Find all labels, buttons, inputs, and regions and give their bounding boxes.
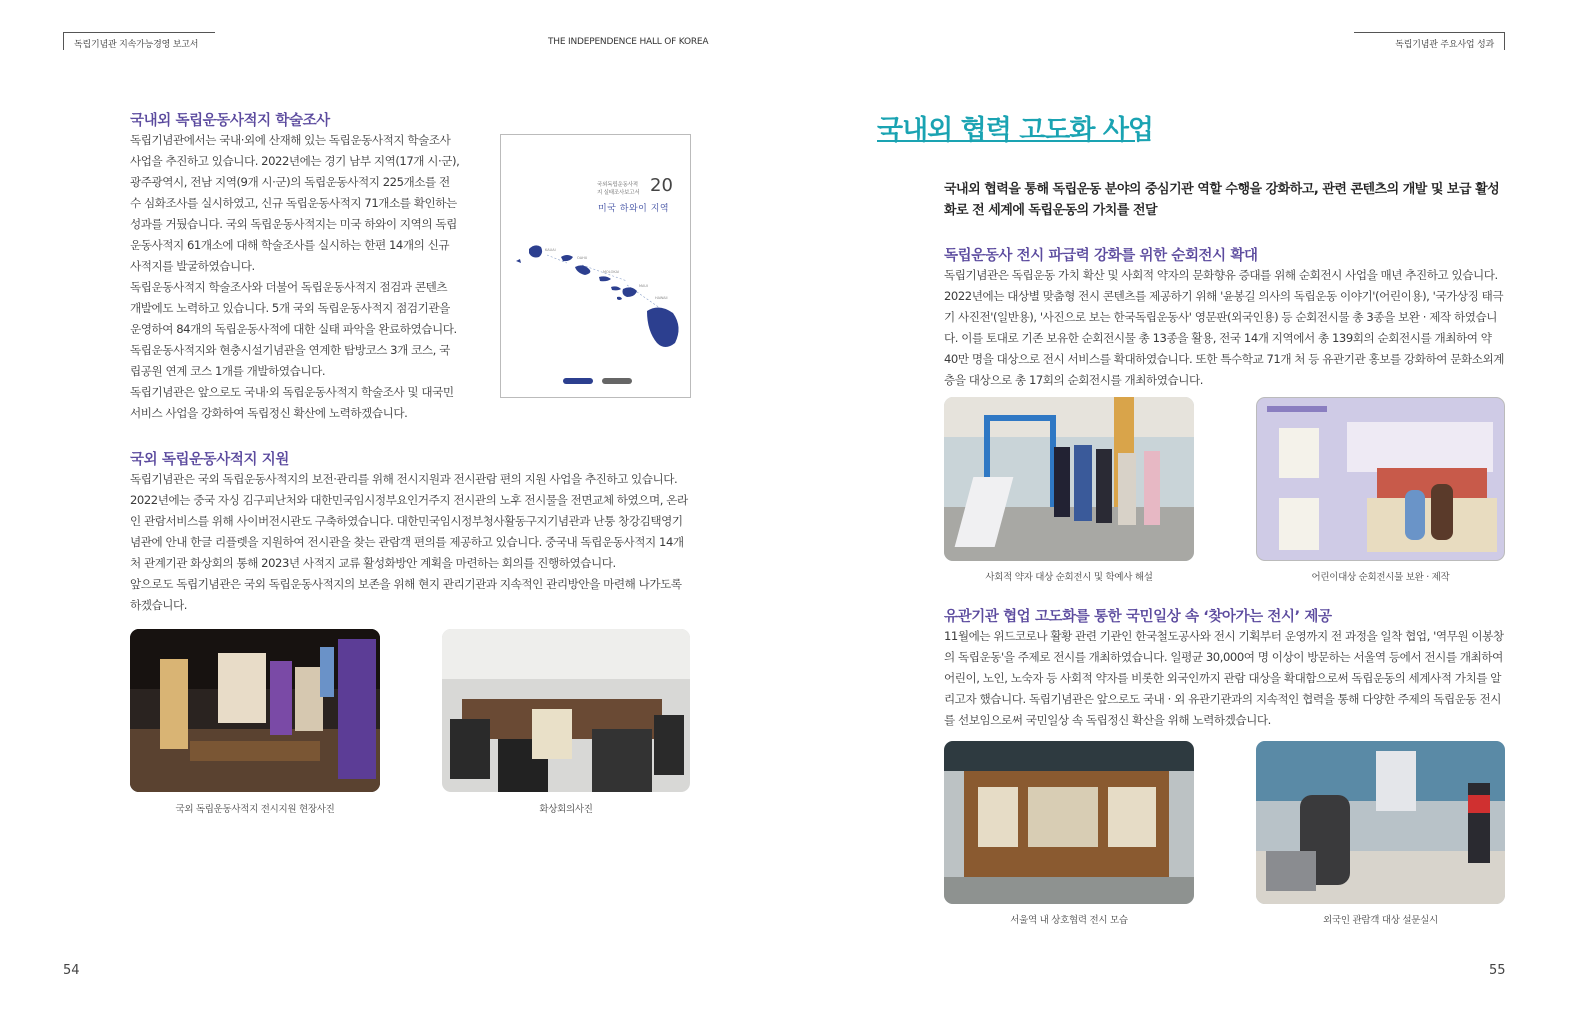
publisher-logo [563, 378, 593, 384]
header-rule-left [63, 32, 215, 33]
svg-text:OAHU: OAHU [577, 256, 588, 260]
section-title-visiting-exhibition: 유관기관 협업 고도화를 통한 국민일상 속 ‘찾아가는 전시’ 제공 [944, 609, 1332, 625]
svg-text:HAWAII: HAWAII [655, 296, 668, 300]
page-number-right: 55 [1489, 963, 1506, 978]
svg-text:MOLOKAI: MOLOKAI [603, 270, 620, 274]
section-body-overseas-support [130, 469, 692, 616]
paragraph: 독립기념관은 국외 독립운동사적지의 보전·관리를 위해 전시지원과 전시관람 편의 지원 사업을 추진하고 있습니다. 2022년에는 중국 자싱 김구피난처와 대한민국임시정부요인거주지 전시관의 노후 전시물을 전면교체 하였으며, 온라인 관람서비스를 위해 사이버전시관도 구축하였습니다. 대한민국임시정부청사활동구지기념관과 난퉁 창강김택영기념관에 안내 한글 리플렛을 지원하여 전시관을 찾는 관람객 편의를 제공하고 있습니다. 중국내 독립운동사적지 14개 처 관계기관 화상회의 통해 2023년 사적지 교류 활성화방안 계획을 마련하는 회의를 진행하였습니다. [130, 472, 688, 570]
photo-seoul-station-exhibition [944, 741, 1194, 904]
section-title-touring-exhibition: 독립운동사 전시 파급력 강화를 위한 순회전시 확대 [944, 248, 1258, 264]
section-title-domestic-survey: 국내외 독립운동사적지 학술조사 [130, 113, 330, 129]
partner-logo [602, 378, 632, 384]
header-report-title: 독립기념관 지속가능경영 보고서 [74, 40, 199, 50]
caption-foreign-survey: 외국인 관람객 대상 설문실시 [1323, 915, 1438, 926]
photo-foreign-visitor-survey [1256, 741, 1505, 904]
header-center-title: THE INDEPENDENCE HALL OF KOREA [548, 37, 709, 47]
photo-overseas-exhibition [130, 629, 380, 792]
photo-children-exhibit-material [1256, 397, 1505, 561]
book-series-title: 국외독립운동사적지 실태조사보고서 [597, 182, 640, 196]
caption-overseas-exhibition: 국외 독립운동사적지 전시지원 현장사진 [175, 804, 335, 815]
svg-text:MAUI: MAUI [639, 284, 649, 288]
paragraph: 앞으로도 독립기념관은 국외 독립운동사적지의 보존을 위해 현지 관리기관과 지속적인 관리방안을 마련해 나가도록 하겠습니다. [130, 577, 682, 612]
header-section-title: 독립기념관 주요사업 성과 [1395, 40, 1494, 50]
caption-touring-exhibition: 사회적 약자 대상 순회전시 및 학예사 해설 [985, 572, 1153, 583]
header-tick-left [63, 32, 64, 50]
lead-summary: 국내외 협력을 통해 독립운동 분야의 중심기관 역할 수행을 강화하고, 관련 콘텐츠의 개발 및 보급 활성화로 전 세계에 독립운동의 가치를 전달 [944, 182, 1500, 218]
page-number-left: 54 [63, 963, 80, 978]
hawaii-map-illustration [507, 235, 687, 365]
page-main-title: 국내외 협력 고도화 사업 [877, 115, 1154, 146]
report-book-cover [500, 134, 691, 398]
section-title-overseas-support: 국외 독립운동사적지 지원 [130, 452, 289, 468]
paragraph: 독립운동사적지 학술조사와 더불어 독립운동사적지 점검과 콘텐츠 개발에도 노력하고 있습니다. 5개 국외 독립운동사적지 점검기관을 운영하여 84개의 독립운동사적에 대한 실태 파악을 완료하였습니다. 독립운동사적지와 현충시설기념관을 연계한 탐방코스 3개 코스, 국립공원 연계 코스 1개를 개발하였습니다. [130, 280, 457, 378]
paragraph: 독립기념관에서는 국내·외에 산재해 있는 독립운동사적지 학술조사 사업을 추진하고 있습니다. 2022년에는 경기 남부 지역(17개 시·군), 광주광역시, 전남 지역(9개 시·군)의 독립운동사적지 225개소를 전수 심화조사를 실시하였고, 신규 독립운동사적지 71개소를 확인하는 성과를 거뒀습니다. 국외 독립운동사적지는 미국 하와이 지역의 독립운동사적지 61개소에 대해 학술조사를 실시하는 한편 14개의 신규 사적지를 발굴하였습니다. [130, 133, 460, 273]
section-body-touring-exhibition: 독립기념관은 독립운동 가치 확산 및 사회적 약자의 문화향유 증대를 위해 순회전시 사업을 매년 추진하고 있습니다. 2022년에는 대상별 맞춤형 전시 콘텐츠를 제공하기 위해 '윤봉길 의사의 독립운동 이야기'(어린이용), '국가상징 태극기 사진전'(일반용), '사진으로 보는 한국독립운동사' 영문판(외국인용) 등 순회전시물 총 3종을 보완 · 제작 하였습니다. 이를 토대로 기존 보유한 순회전시물 총 13종을 활용, 전국 14개 지역에서 총 139회의 순회전시를 개최하여 약 40만 명을 대상으로 전시 서비스를 확대하였습니다. 또한 특수학교 71개 처 등 유관기관 홍보를 강화하여 문화소외계층을 대상으로 총 17회의 순회전시를 개최하였습니다. [944, 268, 1504, 387]
book-subtitle: 미국 하와이 지역 [598, 204, 670, 214]
title-underline [877, 140, 1135, 142]
header-rule-right [1354, 32, 1504, 33]
section-body-domestic-survey [130, 130, 460, 424]
caption-children-exhibit: 어린이대상 순회전시물 보완 · 제작 [1311, 572, 1450, 583]
book-number: 20 [650, 175, 673, 196]
header-tick-right [1504, 32, 1505, 50]
paragraph: 독립기념관은 앞으로도 국내·외 독립운동사적지 학술조사 및 대국민 서비스 사업을 강화하여 독립정신 확산에 노력하겠습니다. [130, 385, 454, 420]
caption-video-conference: 화상회의사진 [539, 804, 593, 815]
photo-video-conference [442, 629, 690, 792]
section-body-visiting-exhibition: 11월에는 위드코로나 활황 관련 기관인 한국철도공사와 전시 기획부터 운영까지 전 과정을 일착 협업, '역무원 이봉창의 독립운동'을 주제로 전시를 개최하였습니다. 일평균 30,000여 명 이상이 방문하는 서울역 등에서 전시를 개최하여 어린이, 노인, 노숙자 등 사회적 약자를 비롯한 외국인까지 관람 대상을 확대함으로써 독립운동의 세계사적 가치를 알리고자 했습니다. 독립기념관은 앞으로도 국내 · 외 유관기관과의 지속적인 협력을 통해 다양한 주제의 독립운동 전시를 선보임으로써 국민일상 속 독립정신 확산을 위해 노력하겠습니다. [944, 629, 1504, 727]
caption-seoul-station: 서울역 내 상호협력 전시 모습 [1010, 915, 1128, 926]
svg-text:KAUAI: KAUAI [545, 248, 556, 252]
photo-touring-exhibition-visit [944, 397, 1194, 561]
